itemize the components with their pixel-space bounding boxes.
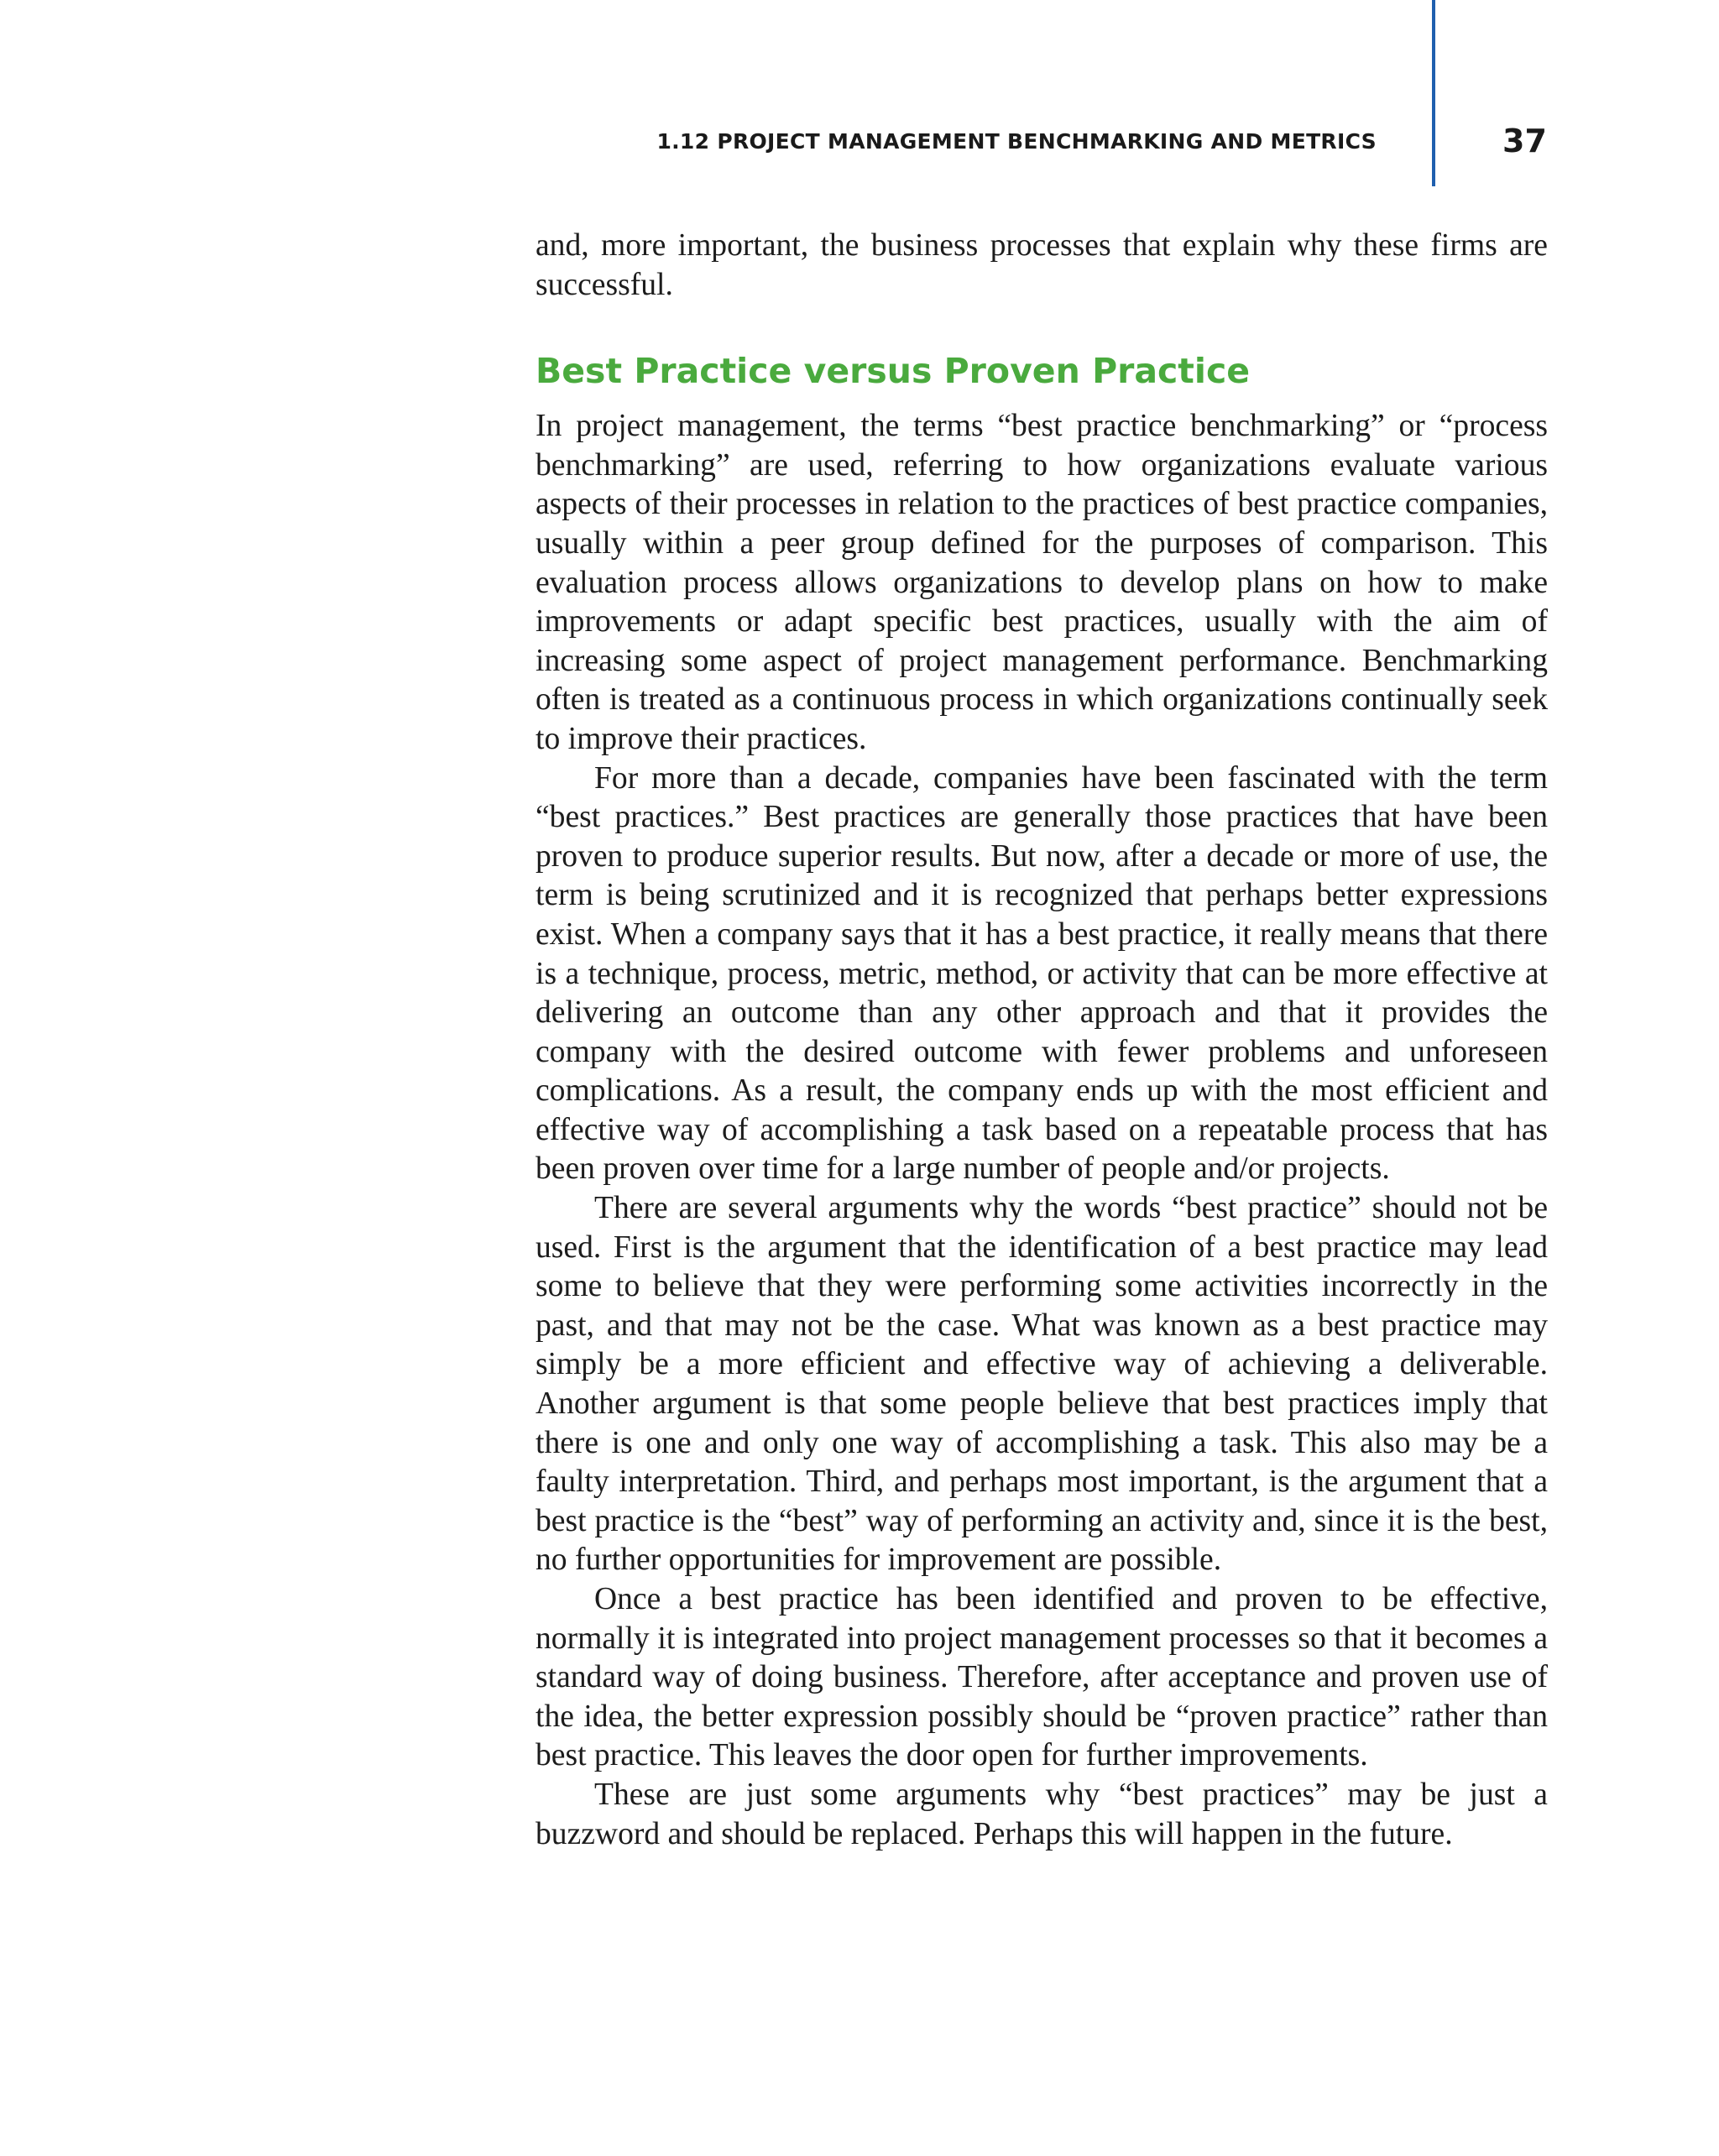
header-rule (1432, 0, 1435, 186)
continued-paragraph: and, more important, the business processes that explain why these firms are successful. (536, 228, 1548, 302)
running-head: 1.12 PROJECT MANAGEMENT BENCHMARKING AND METRICS (656, 129, 1377, 154)
text-column (536, 227, 1548, 1854)
paragraph-5: These are just some arguments why “best practices” may be just a buzzword and should be replaced. Perhaps this will happen in the future. (536, 1777, 1548, 1851)
paragraph-2: For more than a decade, companies have been fascinated with the term “best practices.” Best practices are generally those practices that have been proven to produce superior results. But now, after a decade or more of use, the term is being scrutinized and it is recognized that perhaps better expressions exist. When a company says that it has a best practice, it really means that there is a technique, process, metric, method, or activity that can be more effective at delivering an outcome than any other approach and that it provides the company with the desired outcome with fewer problems and unforeseen complications. As a result, the company ends up with the most efficient and effective way of accomplishing a task based on a repeatable process that has been proven over time for a large number of people and/or projects. (536, 760, 1548, 1187)
paragraph-4: Once a best practice has been identified and proven to be effective, normally it is integrated into project management processes so that it becomes a standard way of doing business. Therefore, after acceptance and proven use of the idea, the better expression possibly should be “proven practice” rather than best practice. This leaves the door open for further improvements. (536, 1582, 1548, 1773)
paragraph-1: In project management, the terms “best practice benchmarking” or “process benchmarking” are used, referring to how organizations evaluate various aspects of their processes in relation to the practices of best practice companies, usually within a peer group defined for the purposes of comparison. This evaluation process allows organizations to develop plans on how to make improvements or adapt specific best practices, usually with the aim of increasing some aspect of project management performance. Benchmarking often is treated as a continuous process in which organizations continually seek to improve their practices. (536, 409, 1548, 756)
page-number: 37 (1502, 123, 1547, 159)
section-heading: Best Practice versus Proven Practice (536, 351, 1251, 392)
paragraph-3: There are several arguments why the words “best practice” should not be used. First is the argument that the identification of a best practice may lead some to believe that they were performing some activities incorrectly in the past, and that may not be the case. What was known as a best practice may simply be a more efficient and effective way of achieving a deliverable. Another argument is that some people believe that best practices imply that there is one and only one way of accomplishing a task. This also may be a faulty interpretation. Third, and perhaps most important, is the argument that a best practice is the “best” way of performing an activity and, since it is the best, no further opportunities for improvement are possible. (536, 1191, 1548, 1578)
